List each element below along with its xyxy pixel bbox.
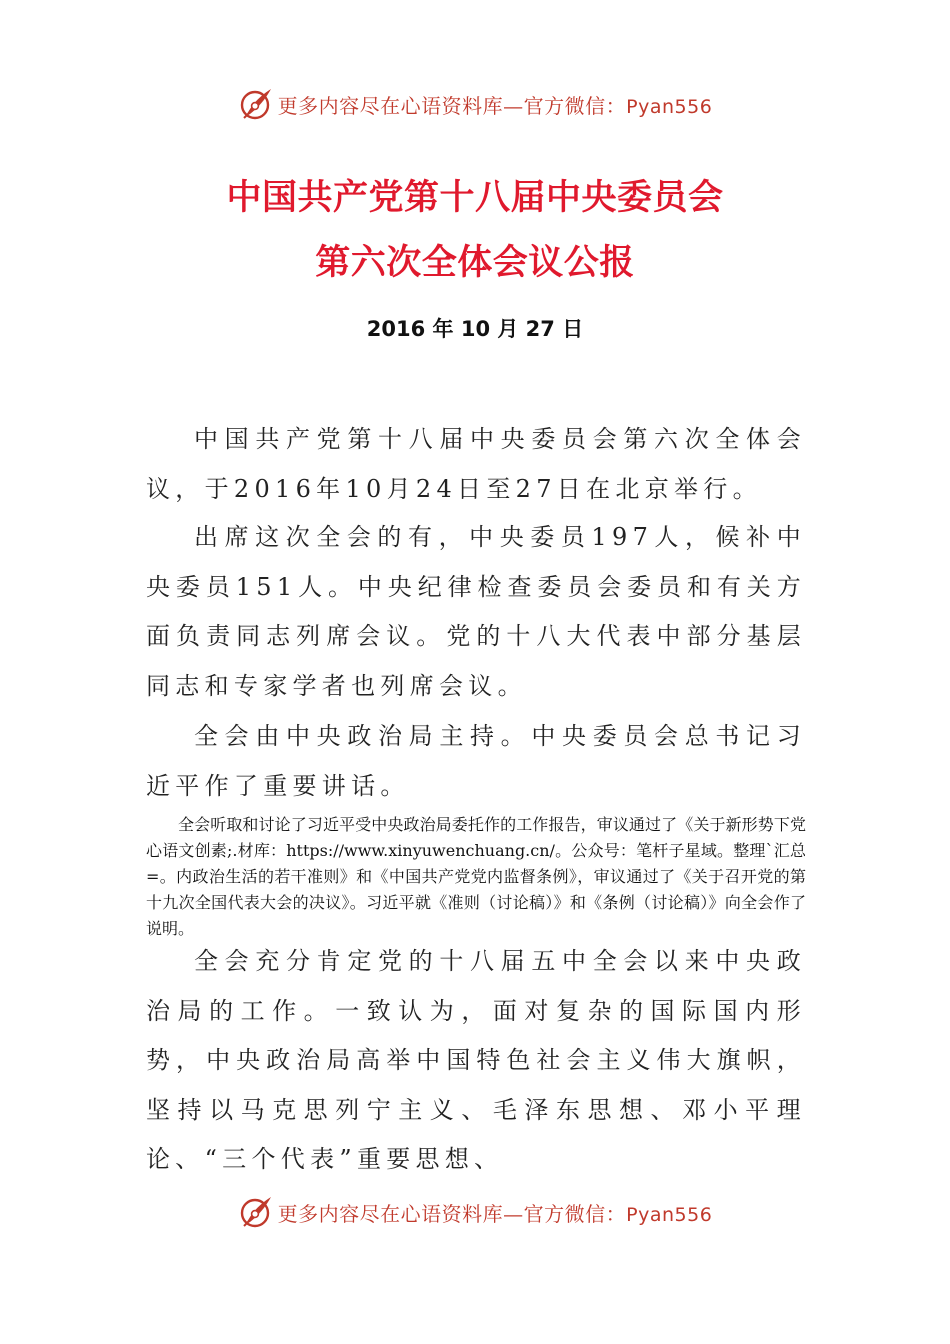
- document-date: 2016 年 10 月 27 日: [366, 317, 584, 341]
- body-paragraph-2: 出席这次全会的有，中央委员197人，候补中央委员151人。中央纪律检查委员会委员和有关方面负责同志列席会议。党的十八大代表中部分基层同志和专家学者也列席会议。: [146, 523, 806, 700]
- document-title-line2: 第六次全体会议公报: [315, 243, 635, 283]
- footer-banner-text: 更多内容尽在心语资料库—官方微信：Pyan556: [277, 1201, 713, 1226]
- footer-banner: [0, 1190, 950, 1234]
- body-paragraph-3: 全会由中央政治局主持。中央委员会总书记习近平作了重要讲话。: [146, 722, 806, 800]
- document-title-line1: 中国共产党第十八届中央委员会: [226, 178, 724, 218]
- header-banner: [0, 82, 950, 126]
- wechat-id: Pyan556: [626, 1203, 713, 1226]
- body-paragraph-4: 全会听取和讨论了习近平受中央政治局委托作的工作报告，审议通过了《关于新形势下党心语文创素;.材库：https://www.xinyuwenchuang.cn/。公众号：笔杆子星域。整理`汇总=。内政治生活的若干准则》和《中国共产党党内监督条例》，审议通过了《关于召开党的第十九次全国代表大会的决议》。习近平就《准则（讨论稿）》和《条例（讨论稿）》向全会作了说明。: [146, 815, 806, 938]
- quill-ink-logo-icon: [238, 86, 274, 122]
- quill-ink-logo-icon: [238, 1194, 274, 1230]
- body-paragraph-1: 中国共产党第十八届中央委员会第六次全体会议，于2016年10月24日至27日在北京举行。: [146, 425, 806, 503]
- header-banner-text: 更多内容尽在心语资料库—官方微信：Pyan556: [277, 93, 713, 118]
- body-paragraph-5: 全会充分肯定党的十八届五中全会以来中央政治局的工作。一致认为，面对复杂的国际国内形势，中央政治局高举中国特色社会主义伟大旗帜，坚持以马克思列宁主义、毛泽东思想、邓小平理论、“三个代表”重要思想、: [146, 947, 806, 1173]
- wechat-id: Pyan556: [626, 95, 713, 118]
